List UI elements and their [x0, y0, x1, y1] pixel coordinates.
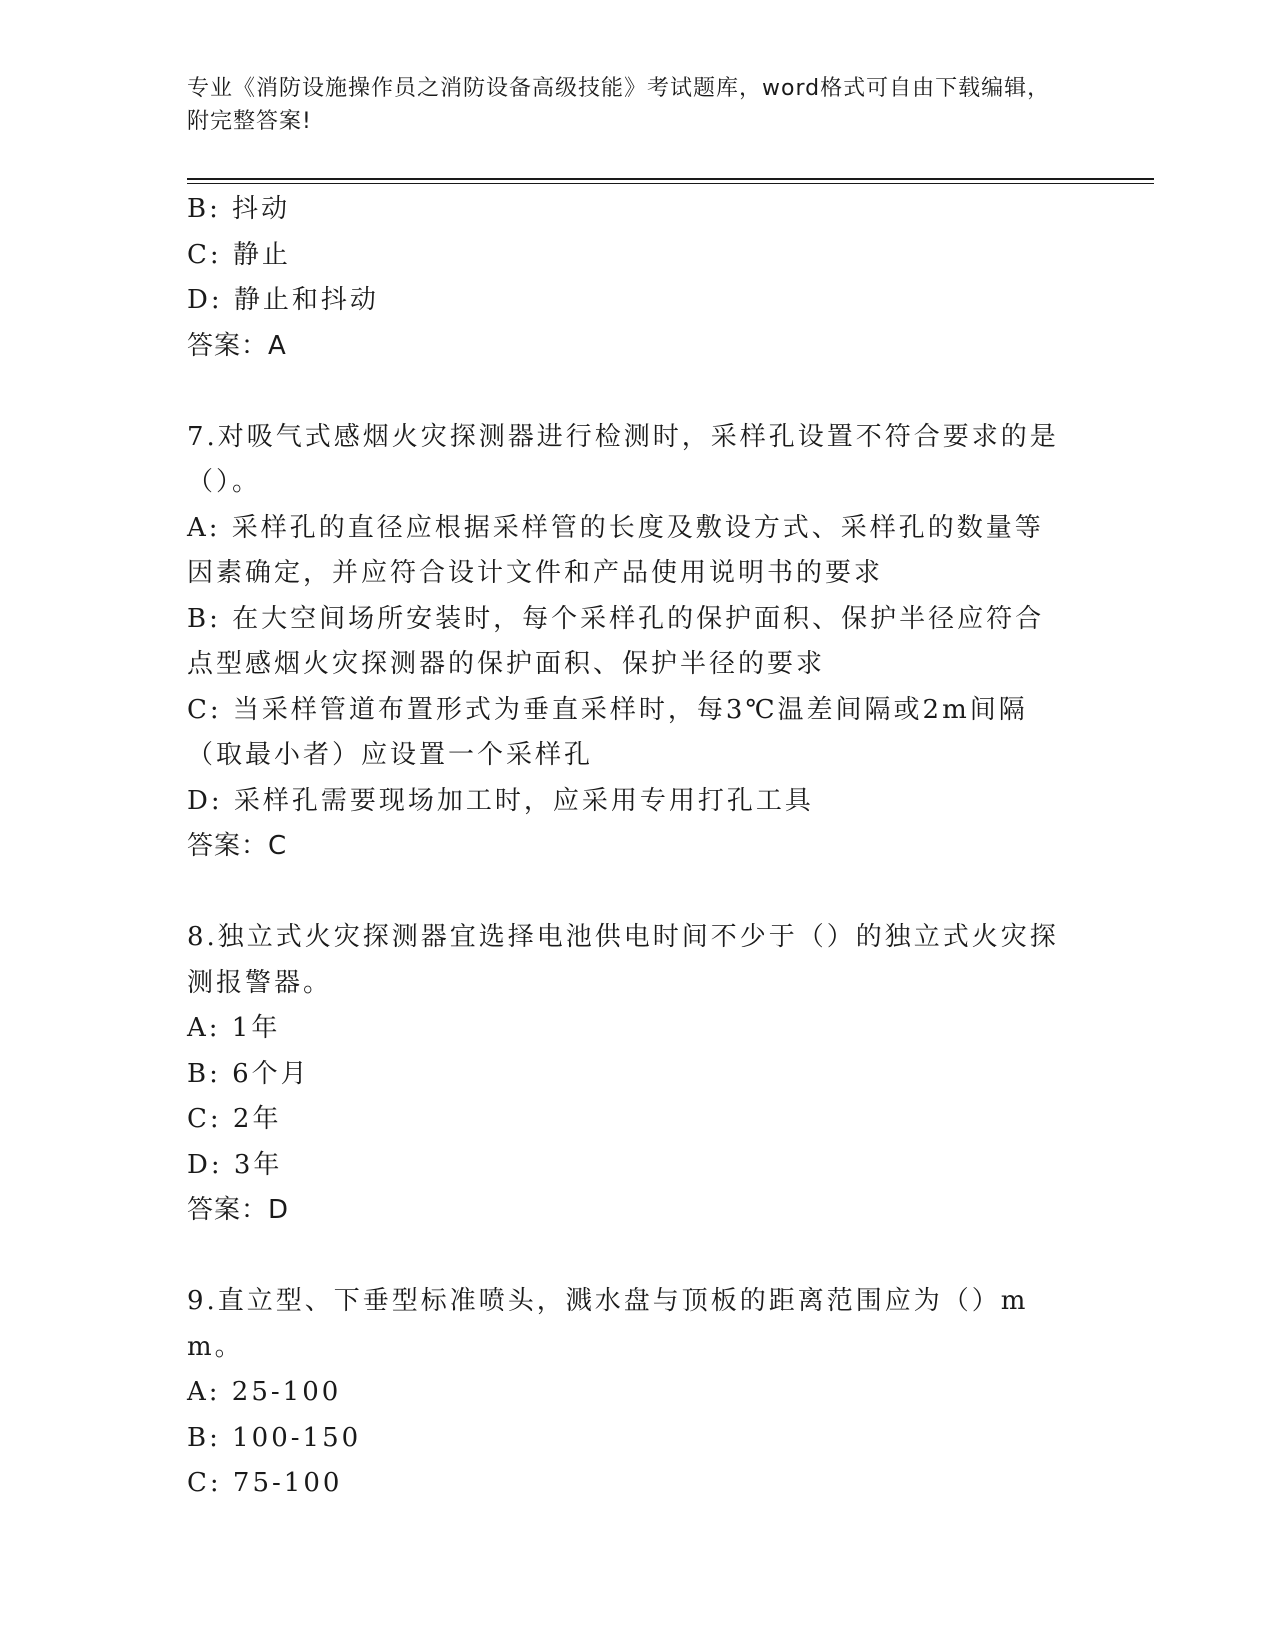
spacer: [187, 369, 1087, 415]
question-8: [187, 915, 1087, 1234]
question-9: [187, 1279, 1087, 1507]
option-b: B: 抖动: [187, 194, 291, 224]
question-stem: 7.对吸气式感烟火灾探测器进行检测时，采样孔设置不符合要求的是（）。: [187, 421, 1059, 497]
option-c: C: 2年: [187, 1104, 282, 1134]
option-b: B: 在大空间场所安装时，每个采样孔的保护面积、保护半径应符合点型感烟火灾探测器的保护面积、保护半径的要求: [187, 603, 1045, 679]
spacer: [187, 1234, 1087, 1280]
option-b: B: 100-150: [187, 1422, 362, 1453]
header-divider-thin: [187, 183, 1154, 184]
option-c: C: 静止: [187, 239, 291, 270]
question-stem: 8.独立式火灾探测器宜选择电池供电时间不少于（）的独立式火灾探测报警器。: [187, 922, 1059, 998]
answer-line: 答案：D: [187, 1195, 290, 1225]
option-a: A: 采样孔的直径应根据采样管的长度及敷设方式、采样孔的数量等因素确定，并应符合设计文件和产品使用说明书的要求: [187, 512, 1044, 588]
question-6: [187, 187, 1087, 369]
document-body: [187, 187, 1087, 1507]
option-a: A: 25-100: [187, 1377, 342, 1407]
option-a: A: 1年: [187, 1013, 281, 1043]
question-stem: 9.直立型、下垂型标准喷头，溅水盘与顶板的距离范围应为（）mm。: [187, 1286, 1029, 1362]
spacer: [187, 870, 1087, 916]
header-divider-thick: [187, 178, 1154, 180]
option-d: D: 3年: [187, 1149, 283, 1180]
option-d: D: 静止和抖动: [187, 285, 379, 315]
question-7: [187, 415, 1087, 870]
option-d: D: 采样孔需要现场加工时，应采用专用打孔工具: [187, 785, 814, 816]
option-b: B: 6个月: [187, 1058, 310, 1089]
document-header: 专业《消防设施操作员之消防设备高级技能》考试题库，word格式可自由下载编辑，附完整答案!: [187, 76, 1051, 134]
option-c: C: 75-100: [187, 1468, 343, 1498]
answer-line: 答案：A: [187, 330, 287, 361]
option-c: C: 当采样管道布置形式为垂直采样时，每3℃温差间隔或2m间隔（取最小者）应设置一个采样孔: [187, 694, 1028, 770]
answer-line: 答案：C: [187, 831, 288, 861]
